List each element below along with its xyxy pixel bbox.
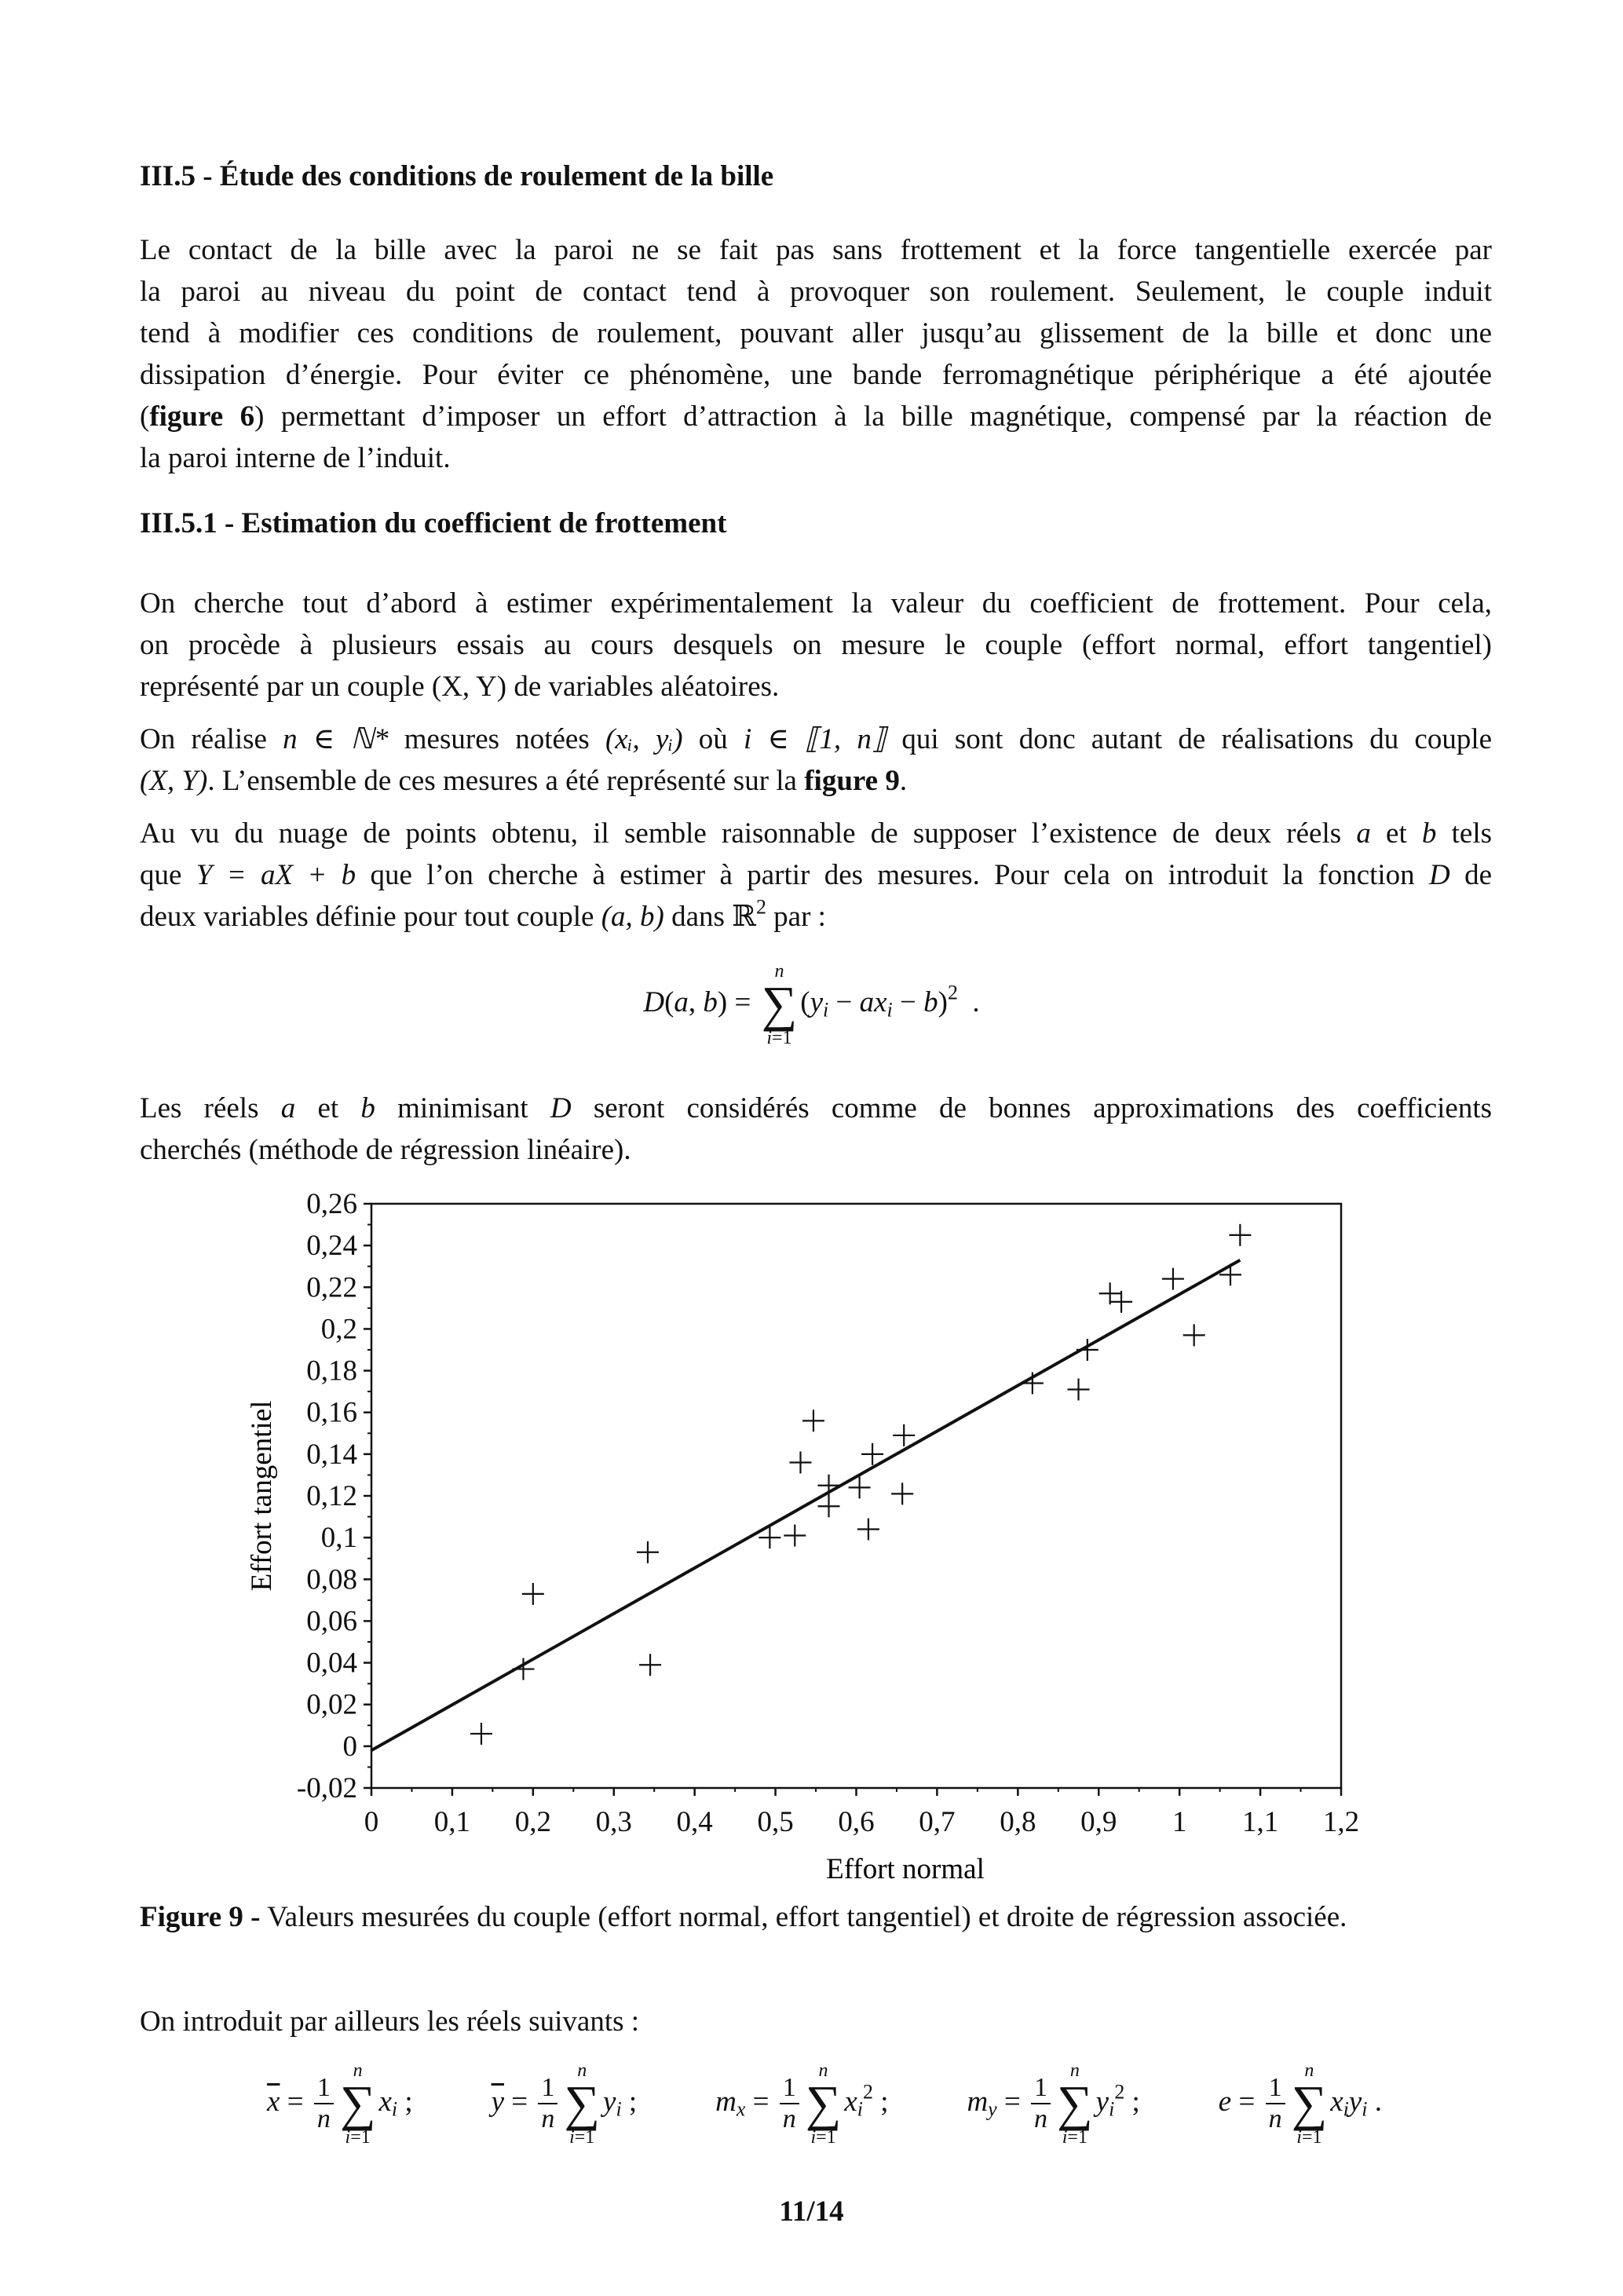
text-line: On réalise n ∈ ℕ* mesures notées (xᵢ, yᵢ) où i ∈ ⟦1, n⟧ qui sont donc autant de réalisations du couple	[140, 723, 1493, 755]
plot-frame	[371, 1204, 1341, 1788]
x-tick-label: 0,9	[1080, 1806, 1117, 1838]
formula-x-mean: $\overline{x}$ = $\frac{1}{n}$ n ∑ i=1 $x_i$ ;	[267, 2060, 413, 2148]
data-point-marker	[818, 1495, 840, 1517]
figure-6-reference: figure 6	[149, 400, 255, 433]
text-line: On cherche tout d’abord à estimer expérimentalement la valeur du coefficient de frottement. Pour cela,	[140, 587, 1492, 620]
data-point-marker	[818, 1475, 840, 1497]
x-tick-label: 0,2	[514, 1806, 551, 1838]
y-tick-label: 0,1	[320, 1522, 357, 1555]
data-point-marker	[1229, 1224, 1251, 1246]
y-tick-label: 0,26	[306, 1188, 357, 1220]
data-point-marker	[522, 1583, 544, 1605]
x-tick-label: 0,4	[676, 1806, 713, 1838]
x-tick-label: 1	[1172, 1806, 1187, 1838]
formulas-means	[267, 2061, 1382, 2147]
formula-D: D(a, b) = n ∑ i=1 $(y_i - ax_i - b)^2$ .	[643, 961, 980, 1048]
text-line: la paroi au niveau du point de contact tend à provoquer son roulement. Seulement, le couple induit	[140, 276, 1492, 308]
sum-symbol: n ∑ i=1	[761, 961, 798, 1048]
data-point-marker	[1022, 1373, 1044, 1395]
formula-mx: $m_x$ = $\frac{1}{n}$ n ∑ i=1 $x_i^2$ ;	[715, 2060, 889, 2148]
text-line: on procède à plusieurs essais au cours desquels on mesure le couple (effort normal, effort tangentiel)	[140, 629, 1492, 661]
x-tick-label: 0,1	[433, 1806, 471, 1838]
text-line: cherchés (méthode de régression linéaire).	[140, 1134, 631, 1166]
text-line: Le contact de la bille avec la paroi ne se fait pas sans frottement et la force tangentielle exercée par	[140, 234, 1492, 266]
figure-9-reference: figure 9	[804, 765, 900, 797]
formula-e: e = $\frac{1}{n}$ n ∑ i=1 $x_iy_i$ .	[1218, 2060, 1382, 2148]
data-point-marker	[1183, 1324, 1205, 1346]
figure-caption	[140, 1900, 1347, 1934]
x-tick-label: 0,7	[919, 1806, 956, 1838]
y-tick-label: -0,02	[296, 1772, 357, 1804]
y-axis-label: Effort tangentiel	[246, 1400, 278, 1592]
x-tick-label: 1,2	[1322, 1806, 1360, 1838]
data-point-marker	[891, 1483, 913, 1504]
text-line: représenté par un couple (X, Y) de variables aléatoires.	[140, 671, 780, 703]
y-tick-label: 0,22	[306, 1271, 357, 1304]
figure-caption-text: Valeurs mesurées du couple (effort normal, effort tangentiel) et droite de régression associée.	[267, 1901, 1347, 1933]
text-line: (X, Y). L’ensemble de ces mesures a été représenté sur la figure 9.	[140, 765, 908, 797]
text-line: la paroi interne de l’induit.	[140, 442, 451, 474]
text-line: que Y = aX + b que l’on cherche à estimer à partir des mesures. Pour cela on introduit la fonction D de	[140, 859, 1493, 891]
section-heading: III.5 - Étude des conditions de roulement de la bille	[140, 160, 774, 192]
data-point-marker	[637, 1541, 659, 1563]
regression-line	[371, 1260, 1240, 1750]
text-line: Au vu du nuage de points obtenu, il semble raisonnable de supposer l’existence de deux réels a et b tels	[140, 817, 1493, 850]
figure-label: Figure 9 -	[140, 1901, 261, 1933]
text-line: Les réels a et b minimisant D seront considérés comme de bonnes approximations des coefficients	[140, 1092, 1493, 1124]
y-tick-label: 0,08	[306, 1563, 357, 1596]
text-line: On introduit par ailleurs les réels suivants :	[140, 2005, 640, 2038]
y-tick-label: 0,14	[306, 1438, 357, 1471]
data-point-marker	[893, 1424, 915, 1446]
data-point-marker	[1219, 1263, 1241, 1285]
paragraph-means-intro	[140, 2001, 1492, 2042]
formula-y-mean: $\overline{y}$ = $\frac{1}{n}$ n ∑ i=1 $y_i$ ;	[491, 2060, 638, 2148]
text-line: deux variables définie pour tout couple (a, b) dans ℝ$^2$ par :	[140, 895, 826, 933]
y-tick-label: 0,2	[320, 1313, 357, 1346]
data-point-marker	[784, 1524, 806, 1546]
x-axis-label: Effort normal	[826, 1853, 985, 1885]
data-point-marker	[1068, 1378, 1090, 1400]
formula-my: $m_y$ = $\frac{1}{n}$ n ∑ i=1 $y_i^2$ ;	[967, 2060, 1140, 2148]
text-line: (figure 6) permettant d’imposer un effort d’attraction à la bille magnétique, compensé par la réaction de	[140, 400, 1493, 433]
y-tick-label: 0,24	[306, 1230, 357, 1263]
x-tick-label: 1,1	[1241, 1806, 1279, 1838]
data-points	[470, 1224, 1251, 1745]
y-tick-label: 0,12	[306, 1480, 357, 1512]
x-tick-label: 0	[364, 1806, 379, 1838]
data-point-marker	[789, 1451, 811, 1473]
data-point-marker	[639, 1654, 661, 1676]
data-point-marker	[857, 1519, 879, 1541]
x-tick-label: 0,6	[838, 1806, 875, 1838]
y-tick-label: 0,04	[306, 1647, 357, 1680]
x-tick-label: 0,3	[595, 1806, 632, 1838]
data-point-marker	[802, 1409, 824, 1431]
y-tick-label: 0	[342, 1730, 357, 1763]
x-tick-label: 0,5	[757, 1806, 794, 1838]
y-tick-label: 0,16	[306, 1396, 357, 1429]
y-tick-label: 0,18	[306, 1355, 357, 1387]
subsection-heading: III.5.1 - Estimation du coefficient de frottement	[140, 507, 727, 539]
text-line: dissipation d’énergie. Pour éviter ce phénomène, une bande ferromagnétique périphérique a été ajoutée	[140, 359, 1492, 391]
y-tick-label: 0,06	[306, 1605, 357, 1638]
page-number: 11/14	[779, 2195, 844, 2228]
text-line: tend à modifier ces conditions de roulement, pouvant aller jusqu’au glissement de la bille et donc une	[140, 317, 1492, 349]
data-point-marker	[470, 1723, 492, 1745]
data-point-marker	[1162, 1268, 1184, 1290]
y-tick-label: 0,02	[306, 1688, 357, 1721]
x-tick-label: 0,8	[1000, 1806, 1036, 1838]
